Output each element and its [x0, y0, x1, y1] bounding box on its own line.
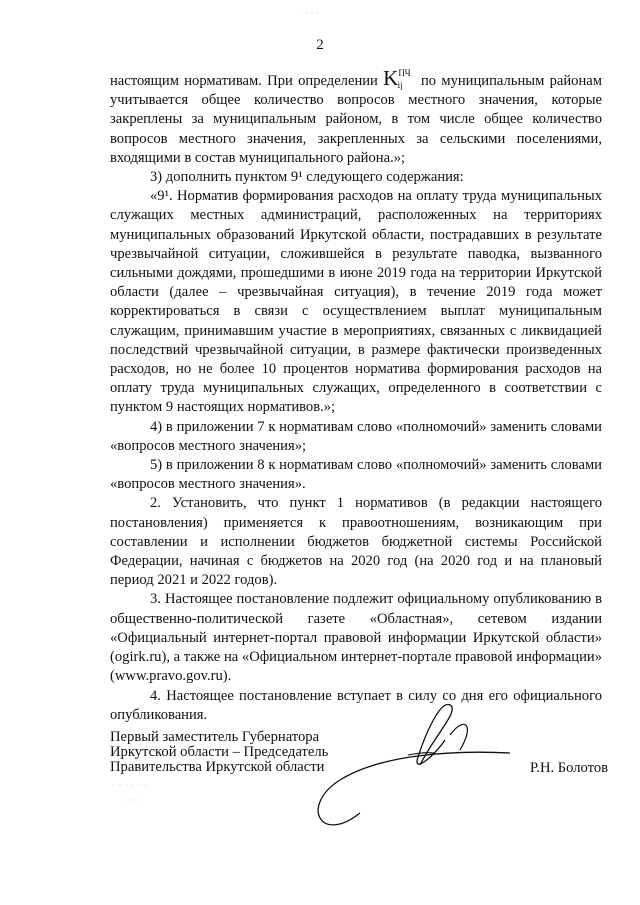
signatory-title-line: Правительства Иркутской области	[110, 759, 325, 775]
document-body	[110, 66, 602, 725]
formula-subscript: ij	[397, 80, 403, 90]
coefficient-formula	[383, 66, 416, 90]
scan-noise: · ·· ·	[125, 795, 142, 805]
paragraph-clause-2: 2. Установить, что пункт 1 нормативов (в редакции настоящего постановления) применяется к правоотношениям, возникающим при составлении и исполнении бюджетов бюджетной системы Российской Федерации, начиная с бюджетов на 2020 год (на 2020 год и на плановый период 2021 и 2022 годов).	[110, 495, 602, 589]
signatory-title-line: Первый заместитель Губернатора	[110, 729, 320, 745]
signatory-title-line: Иркутской области – Председатель	[110, 744, 329, 760]
paragraph-text: настоящим нормативам. При определении	[110, 73, 384, 89]
paragraph-clause-4: 4. Настоящее постановление вступает в силу со дня его официального опубликования.	[110, 687, 602, 723]
signatory-name: Р.Н. Болотов	[530, 760, 609, 776]
paragraph-item-4: 4) в приложении 7 к нормативам слово «полномочий» заменить словами «вопросов местного значения»;	[110, 418, 602, 454]
paragraph-clause-3: 3. Настоящее постановление подлежит официальному опубликованию в общественно-политической газете «Областная», сетевом издании «Официальный интернет-портал правовой информации Иркутской области» (ogirk.ru), а также на «Официальном интернет-портале правовой информации» (www.pravo.gov.ru).	[110, 591, 602, 685]
paragraph-norm-9-1: «9¹. Норматив формирования расходов на оплату труда муниципальных служащих местных администраций, расположенных на территориях муниципальных образований Иркутской области, пострадавших в результате чрезвычайной ситуации, сложившейся в результате паводка, вызванного сильными дождями, прошедшими в июне 2019 года на территории Иркутской области (далее – чрезвычайная ситуация), в течение 2019 года может корректироваться в связи с осуществлением выплат муниципальным служащим, принимавшим участие в мероприятиях, связанных с ликвидацией последствий чрезвычайной ситуации, в размере фактически произведенных расходов, но не более 10 процентов норматива формирования расходов на оплату труда муниципальных служащих, определенного в соответствии с пунктом 9 настоящих нормативов.»;	[110, 188, 602, 416]
paragraph-item-3: 3) дополнить пунктом 9¹ следующего содержания:	[150, 169, 464, 186]
paragraph-text: по муниципальным районам учитывается общее количество вопросов местного значения, которые закреплены за муниципальным районом, в том числе общее количество вопросов местного значения, закрепленных за сельскими поселениями, входящими в состав муниципального района.»;	[110, 73, 602, 166]
scan-noise: · ·· · · ·· ·	[112, 780, 148, 790]
formula-base: K	[383, 66, 399, 90]
formula-superscript: ПЧ	[398, 68, 411, 78]
scan-noise: · · · ·	[300, 8, 319, 18]
paragraph-item-5: 5) в приложении 8 к нормативам слово «полномочий» заменить словами «вопросов местного значения».	[110, 457, 602, 493]
paragraph-continuation	[110, 66, 602, 168]
page-number: 2	[316, 37, 324, 53]
signatory-title	[110, 730, 370, 775]
